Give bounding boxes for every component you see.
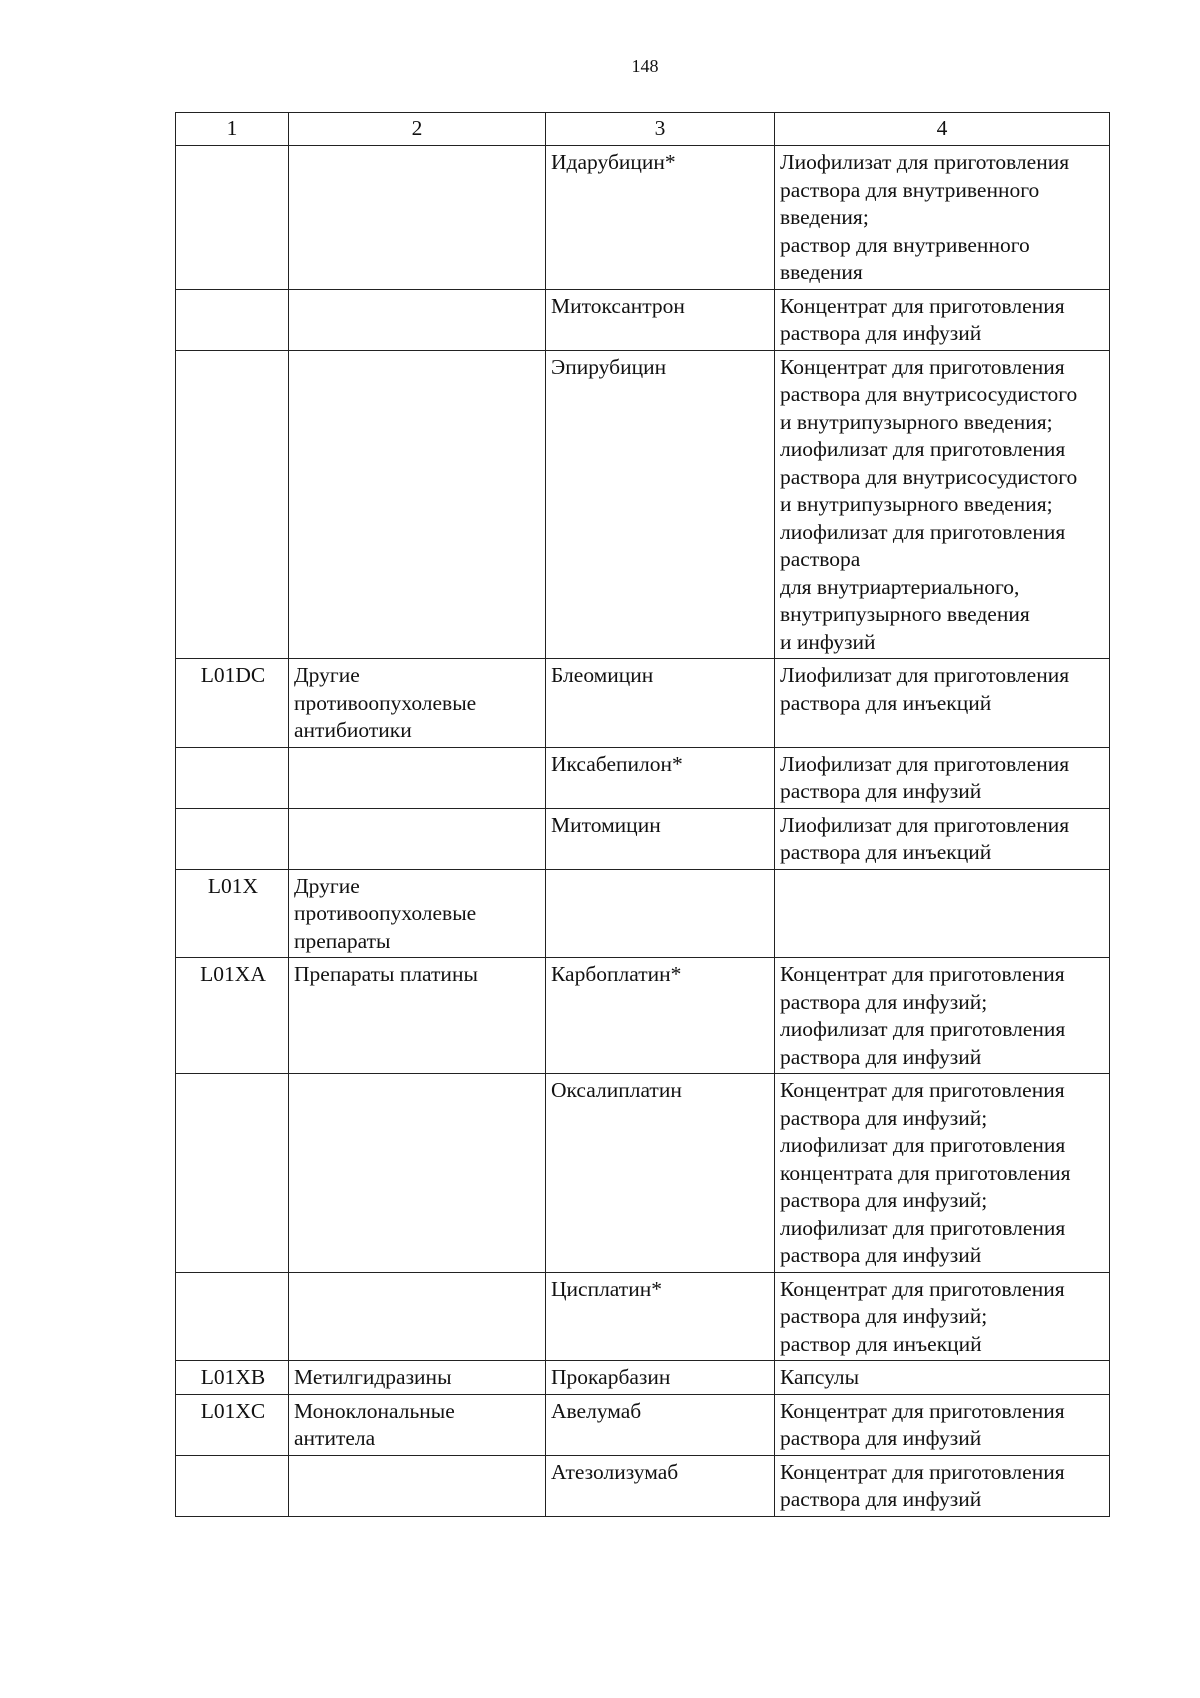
table-row (176, 1394, 1110, 1455)
atc-code-cell: L01XB (176, 1361, 289, 1395)
table-row (176, 1455, 1110, 1516)
dosage-form-cell: Концентрат для приготовления раствора для инфузий; лиофилизат для приготовления концентрата для приготовления раствора для инфузий; лиофилизат для приготовления раствора для инфузий (775, 1074, 1110, 1273)
drug-name-cell: Блеомицин (546, 659, 775, 748)
dosage-form-cell: Лиофилизат для приготовления раствора для инъекций (775, 808, 1110, 869)
drug-name-cell: Оксалиплатин (546, 1074, 775, 1273)
drug-name-cell: Атезолизумаб (546, 1455, 775, 1516)
drug-name-cell (546, 869, 775, 958)
dosage-form-cell: Лиофилизат для приготовления раствора для инъекций (775, 659, 1110, 748)
drug-name-cell: Авелумаб (546, 1394, 775, 1455)
header-col-2: 2 (289, 113, 546, 146)
group-cell: Препараты платины (289, 958, 546, 1074)
group-cell (289, 808, 546, 869)
table-row (176, 808, 1110, 869)
drug-name-cell: Идарубицин* (546, 146, 775, 290)
dosage-form-cell: Концентрат для приготовления раствора для инфузий (775, 289, 1110, 350)
atc-code-cell (176, 1074, 289, 1273)
dosage-form-cell: Капсулы (775, 1361, 1110, 1395)
table-row (176, 1074, 1110, 1273)
header-row (176, 113, 1110, 146)
atc-code-cell (176, 747, 289, 808)
dosage-form-cell (775, 869, 1110, 958)
atc-code-cell: L01X (176, 869, 289, 958)
drug-name-cell: Прокарбазин (546, 1361, 775, 1395)
atc-code-cell: L01XC (176, 1394, 289, 1455)
table-header (176, 113, 1110, 146)
table-row (176, 289, 1110, 350)
drug-name-cell: Иксабепилон* (546, 747, 775, 808)
table-row (176, 659, 1110, 748)
drug-name-cell: Митоксантрон (546, 289, 775, 350)
dosage-form-cell: Лиофилизат для приготовления раствора для внутривенного введения; раствор для внутривенного введения (775, 146, 1110, 290)
header-col-1: 1 (176, 113, 289, 146)
group-cell: Другие противоопухолевые препараты (289, 869, 546, 958)
drug-name-cell: Цисплатин* (546, 1272, 775, 1361)
drug-name-cell: Карбоплатин* (546, 958, 775, 1074)
header-col-4: 4 (775, 113, 1110, 146)
header-col-3: 3 (546, 113, 775, 146)
group-cell (289, 146, 546, 290)
group-cell (289, 1074, 546, 1273)
table-row (176, 869, 1110, 958)
group-cell (289, 747, 546, 808)
atc-code-cell: L01XA (176, 958, 289, 1074)
group-cell: Метилгидразины (289, 1361, 546, 1395)
group-cell (289, 1455, 546, 1516)
atc-code-cell: L01DC (176, 659, 289, 748)
dosage-form-cell: Концентрат для приготовления раствора для инфузий (775, 1455, 1110, 1516)
atc-code-cell (176, 1455, 289, 1516)
drug-table (175, 112, 1110, 1517)
atc-code-cell (176, 808, 289, 869)
group-cell (289, 1272, 546, 1361)
dosage-form-cell: Концентрат для приготовления раствора для инфузий; раствор для инъекций (775, 1272, 1110, 1361)
group-cell (289, 350, 546, 659)
atc-code-cell (176, 350, 289, 659)
drug-name-cell: Митомицин (546, 808, 775, 869)
table-row (176, 146, 1110, 290)
atc-code-cell (176, 1272, 289, 1361)
drug-name-cell: Эпирубицин (546, 350, 775, 659)
table-row (176, 958, 1110, 1074)
dosage-form-cell: Концентрат для приготовления раствора для внутрисосудистого и внутрипузырного введения; лиофилизат для приготовления раствора для внутрисосудистого и внутрипузырного введения; лиофилизат для приготовления раствора для внутриартериального, внутрипузырного введения и инфузий (775, 350, 1110, 659)
group-cell: Другие противоопухолевые антибиотики (289, 659, 546, 748)
table-row (176, 350, 1110, 659)
table-row (176, 1272, 1110, 1361)
table-row (176, 1361, 1110, 1395)
group-cell: Моноклональные антитела (289, 1394, 546, 1455)
group-cell (289, 289, 546, 350)
dosage-form-cell: Концентрат для приготовления раствора для инфузий; лиофилизат для приготовления раствора для инфузий (775, 958, 1110, 1074)
atc-code-cell (176, 146, 289, 290)
page-number: 148 (631, 56, 659, 76)
atc-code-cell (176, 289, 289, 350)
dosage-form-cell: Концентрат для приготовления раствора для инфузий (775, 1394, 1110, 1455)
table-row (176, 747, 1110, 808)
dosage-form-cell: Лиофилизат для приготовления раствора для инфузий (775, 747, 1110, 808)
table-body (176, 146, 1110, 1517)
